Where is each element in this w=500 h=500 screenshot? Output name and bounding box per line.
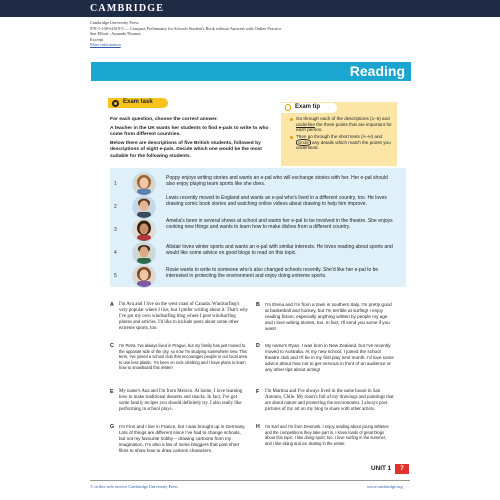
footer-divider xyxy=(90,480,410,481)
epal-text xyxy=(256,424,394,446)
epal-text xyxy=(256,302,394,332)
tip-item: Go through each of the descriptions (1–5) and underline the three points that are important for each person. xyxy=(290,116,394,133)
face-shape xyxy=(140,224,149,235)
exam-tip-label: Exam tip xyxy=(295,104,321,110)
epal-text xyxy=(256,389,394,413)
question-number: 3 xyxy=(114,227,117,233)
meta-line: Cambridge University Press xyxy=(90,20,139,25)
text-letter: A xyxy=(110,302,114,308)
instruction-paragraph: For each question, choose the correct answer. xyxy=(110,117,218,122)
more-information-link[interactable]: More information xyxy=(90,42,121,48)
lightbulb-icon xyxy=(285,104,291,111)
meta-line: Excerpt xyxy=(90,36,104,42)
question-number: 2 xyxy=(114,204,117,210)
text-letter: D xyxy=(256,343,260,349)
text-letter: F xyxy=(256,389,260,395)
copyright-link[interactable]: © in this web service Cambridge University Press xyxy=(90,484,178,489)
text-letter: G xyxy=(110,424,115,430)
instruction-paragraph: Below there are descriptions of five British students, followed by descriptions of eight e-pals. Decide which one would be the most suitable for the following students. xyxy=(110,140,262,159)
text-letter: E xyxy=(110,389,114,395)
avatar xyxy=(132,172,156,196)
publisher-brand: CAMBRIDGE xyxy=(90,3,165,14)
text-body: I'm Karl and I'm from Denmark. I enjoy reading about young athletes and the competitions they take part in. I know loads of great blogs about this topic. I like doing sport, too. I love surfing in the summer, and I like skiing and ice skating in the winter. xyxy=(265,424,389,446)
avatar xyxy=(132,218,156,242)
exam-tip-tab xyxy=(281,103,337,113)
description-text: Rosie wants to write to someone who's also changed schools recently. She'd like her e-pal to be interested in protecting the environment and enjoy doing extreme sports. xyxy=(166,267,379,280)
student-descriptions-panel xyxy=(110,168,406,287)
book-metadata xyxy=(90,20,420,48)
face-shape xyxy=(140,270,149,281)
epal-text xyxy=(110,424,248,454)
question-number: 1 xyxy=(114,181,117,187)
text-body: My name's Ana and I'm from Mexico. At home, I love learning how to make traditional desserts and snacks. In fact, I've got some family recipes you should definitely try. I also really like performing in school plays. xyxy=(119,389,243,412)
meta-line: Sue Elliott , Amanda Thomas xyxy=(90,31,141,37)
epal-text xyxy=(110,389,248,413)
question-number: 4 xyxy=(114,250,117,256)
face-shape xyxy=(140,178,149,189)
exam-tip-list xyxy=(290,116,394,153)
text-letter: B xyxy=(256,302,260,308)
question-number: 5 xyxy=(114,273,117,279)
text-body: I'm Petra. I've always lived in Prague, but my family has just moved to the opposite side of the city, so now I'm studying somewhere new. This term, I've joined a school club that encourages people in our local area to use less plastic. I'm keen on rock climbing and I have plans to learn how to snowboard this winter! xyxy=(119,343,248,371)
gear-icon xyxy=(112,100,119,107)
description-text: Lewis recently moved to England and wants an e-pal who's lived in a different country, too. He loves drawing comic book stories and watching online videos about drawing to help him improve. xyxy=(166,195,387,208)
tip-item: Then go through the short texts (A–H) and circle any details which match the points you underlined. xyxy=(290,134,394,151)
description-text: Alistair loves winter sports and wants an e-pal with similar interests. He loves reading about sports and would like some advice on good blogs to read on this topic. xyxy=(166,244,393,257)
text-body: I'm Elena and I'm from a town in southern Italy. I'm pretty good at basketball and hockey, but I'm terrible at surfing! I enjoy reading fiction, especially anything written by people my age, and I love writing stories, too. In fact, I'll send you some if you want! xyxy=(265,302,392,331)
epal-text xyxy=(256,343,394,373)
text-body: I'm Ava and I live on the west coast of Canada. Windsurfing's very popular where I live, but I prefer writing about it. That's why I've got my own windsurfing blog where I post windsurfing photos and articles. I'd like to include posts about some other extreme sports, too. xyxy=(119,302,248,331)
text-body: My name's Ryan. I was born in New Zealand, but I've recently moved to Australia. At my new school, I joined the school theatre club and I'll be in my first play next month. I'd love some advice about how not to get nervous in front of an audience or any other tips about acting! xyxy=(265,343,394,372)
description-text: Amelia's been in several shows at school and wants her e-pal to be involved in the theatre. She enjoys cooking new things and wants to learn how to make dishes from a different country. xyxy=(166,218,393,231)
epal-text xyxy=(110,302,248,332)
epal-text xyxy=(110,343,248,371)
avatar xyxy=(132,195,156,219)
text-letter: H xyxy=(256,424,260,430)
face-shape xyxy=(140,247,149,258)
face-shape xyxy=(140,201,149,212)
exam-task-tab xyxy=(108,98,168,108)
section-title: Reading xyxy=(349,63,405,79)
meta-line: 978-1-108-61619-5 — Compact Preliminary for Schools Student's Book without Answers with Online Practice xyxy=(90,25,282,31)
instruction-paragraph: A teacher in the UK wants her students to find e-pals to write to who come from different countries. xyxy=(110,125,269,138)
page-number: 7 xyxy=(395,464,409,474)
section-header-bar xyxy=(91,62,411,81)
text-body: I'm Martina and I've always lived in the same house in San Antonio, Chile. My room's full of my drawings and paintings that are about nature and protecting the environment. I always post pictures of my art on my blog to share with other artists. xyxy=(265,389,394,412)
top-banner xyxy=(0,0,500,17)
text-body: I'm Finn and I live in France, but I was brought up in Germany. Lots of things are different since I've had to change schools, but not my favourite hobby – drawing cartoons from my imagination. I'm also a fan of some bloggers that post short films to show how to draw cartoon characters. xyxy=(119,424,246,453)
avatar xyxy=(132,264,156,288)
avatar xyxy=(132,241,156,265)
text-letter: C xyxy=(110,343,114,349)
unit-label: UNIT 1 xyxy=(371,465,392,472)
exam-task-label: Exam task xyxy=(123,99,153,105)
website-link[interactable]: www.cambridge.org xyxy=(367,484,403,489)
description-text: Poppy enjoys writing stories and wants an e-pal who will exchange stories with her. Her e-pal should also enjoy playing team sports like she does. xyxy=(166,175,388,188)
exam-task-instructions xyxy=(110,117,270,163)
